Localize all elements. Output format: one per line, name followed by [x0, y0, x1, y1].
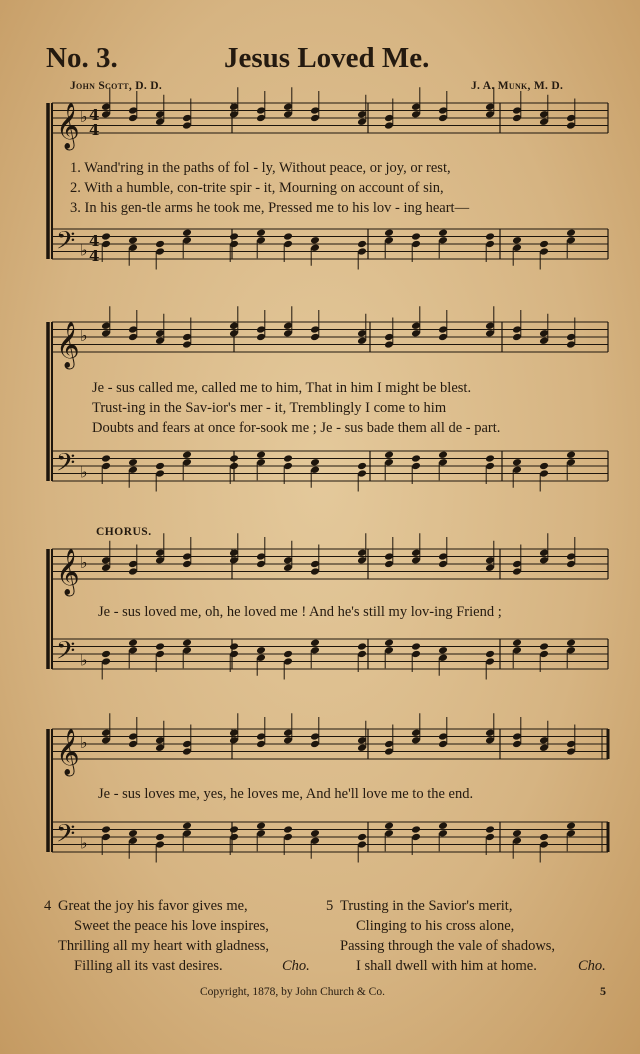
composer-credit: J. A. Munk, M. D.	[471, 80, 564, 92]
note-head	[155, 642, 165, 651]
stanza-number: 4	[44, 898, 52, 914]
note-head	[384, 638, 394, 647]
treble-clef-icon: 𝄞	[56, 322, 80, 368]
stanza-number: 5	[326, 898, 334, 914]
note-head	[229, 454, 239, 463]
note-head	[566, 450, 576, 459]
note-head	[357, 642, 367, 651]
note-head	[566, 228, 576, 237]
treble-clef-icon: 𝄞	[56, 103, 80, 149]
note-head	[155, 240, 165, 249]
note-head	[411, 642, 421, 651]
note-head	[357, 240, 367, 249]
time-signature: 4	[89, 232, 100, 250]
note-head	[512, 638, 522, 647]
note-head	[485, 232, 495, 241]
note-head	[256, 646, 266, 655]
note-head	[512, 829, 522, 838]
note-head	[182, 450, 192, 459]
note-head	[512, 458, 522, 467]
note-head	[438, 821, 448, 830]
flat-icon: ♭	[80, 833, 88, 853]
treble-clef-icon: 𝄞	[56, 729, 80, 775]
note-head	[101, 454, 111, 463]
flat-icon: ♭	[80, 553, 88, 572]
flat-icon: ♭	[80, 733, 88, 752]
note-head	[128, 236, 138, 245]
note-head	[566, 821, 576, 830]
flat-icon: ♭	[80, 650, 88, 670]
page-number: 5	[600, 984, 606, 998]
lyric-line: Je - sus loves me, yes, he loves me, And he'll love me to the end.	[98, 786, 474, 802]
flat-icon: ♭	[80, 107, 88, 126]
note-head	[384, 821, 394, 830]
hymn-number: No. 3.	[46, 42, 118, 74]
lyric-line: 2. With a humble, con-trite spir - it, Mourning on account of sin,	[70, 180, 444, 196]
note-head	[539, 833, 549, 842]
chorus-label: CHORUS.	[96, 526, 152, 538]
lyric-line: Je - sus called me, called me to him, That in him I might be blest.	[92, 380, 472, 396]
hymn-title: Jesus Loved Me.	[224, 42, 430, 74]
stanza-line: Clinging to his cross alone,	[356, 918, 515, 934]
note-head	[182, 228, 192, 237]
note-head	[310, 638, 320, 647]
note-head	[283, 825, 293, 834]
stanza-line: I shall dwell with him at home.	[356, 958, 537, 974]
note-head	[229, 232, 239, 241]
note-head	[539, 240, 549, 249]
note-head	[128, 829, 138, 838]
time-signature: 4	[89, 106, 100, 124]
stanza-line: Thrilling all my heart with gladness,	[58, 938, 270, 954]
note-head	[155, 462, 165, 471]
note-head	[256, 821, 266, 830]
lyric-line: 1. Wand'ring in the paths of fol - ly, Without peace, or joy, or rest,	[70, 160, 451, 176]
note-head	[101, 232, 111, 241]
note-head	[128, 458, 138, 467]
bass-clef-icon: 𝄢	[56, 448, 76, 484]
note-head	[512, 236, 522, 245]
flat-icon: ♭	[80, 462, 88, 482]
note-head	[283, 650, 293, 659]
note-head	[101, 650, 111, 659]
note-head	[539, 642, 549, 651]
stanza-line: Trusting in the Savior's merit,	[340, 898, 513, 914]
note-head	[438, 646, 448, 655]
lyric-line: Je - sus loved me, oh, he loved me ! And he's still my lov-ing Friend ;	[98, 604, 502, 620]
treble-clef-icon: 𝄞	[56, 549, 80, 595]
note-head	[128, 638, 138, 647]
stanza-line: Great the joy his favor gives me,	[58, 898, 248, 914]
note-head	[310, 458, 320, 467]
time-signature: 4	[89, 247, 100, 265]
note-head	[438, 450, 448, 459]
note-head	[182, 638, 192, 647]
stanza-line: Filling all its vast desires.	[74, 958, 223, 974]
stanza-line: Sweet the peace his love inspires,	[74, 918, 269, 934]
note-head	[485, 650, 495, 659]
note-head	[182, 821, 192, 830]
bass-clef-icon: 𝄢	[56, 226, 76, 262]
author-credit: John Scott, D. D.	[70, 80, 162, 92]
bass-clef-icon: 𝄢	[56, 819, 76, 855]
lyric-line: Doubts and fears at once for-sook me ; Je - sus bade them all de - part.	[92, 420, 501, 436]
note-head	[283, 454, 293, 463]
flat-icon: ♭	[80, 326, 88, 345]
copyright-notice: Copyright, 1878, by John Church & Co.	[200, 986, 385, 998]
flat-icon: ♭	[80, 240, 88, 260]
lyric-line: Trust-ing in the Sav-ior's mer - it, Tremblingly I come to him	[92, 400, 447, 416]
note-head	[438, 228, 448, 237]
note-head	[256, 450, 266, 459]
chorus-cue: Cho.	[282, 958, 310, 974]
note-head	[411, 825, 421, 834]
note-head	[539, 462, 549, 471]
note-head	[256, 228, 266, 237]
note-head	[411, 454, 421, 463]
stanza-line: Passing through the vale of shadows,	[340, 938, 556, 954]
note-head	[283, 232, 293, 241]
note-head	[101, 825, 111, 834]
note-head	[357, 833, 367, 842]
chorus-cue: Cho.	[578, 958, 606, 974]
note-head	[229, 642, 239, 651]
note-head	[485, 825, 495, 834]
note-head	[384, 228, 394, 237]
note-head	[155, 833, 165, 842]
note-head	[384, 450, 394, 459]
note-head	[229, 825, 239, 834]
bass-clef-icon: 𝄢	[56, 636, 76, 672]
note-head	[566, 638, 576, 647]
time-signature: 4	[89, 121, 100, 139]
note-head	[357, 462, 367, 471]
note-head	[485, 454, 495, 463]
note-head	[310, 236, 320, 245]
lyric-line: 3. In his gen-tle arms he took me, Pressed me to his lov - ing heart—	[70, 200, 470, 216]
note-head	[411, 232, 421, 241]
note-head	[310, 829, 320, 838]
